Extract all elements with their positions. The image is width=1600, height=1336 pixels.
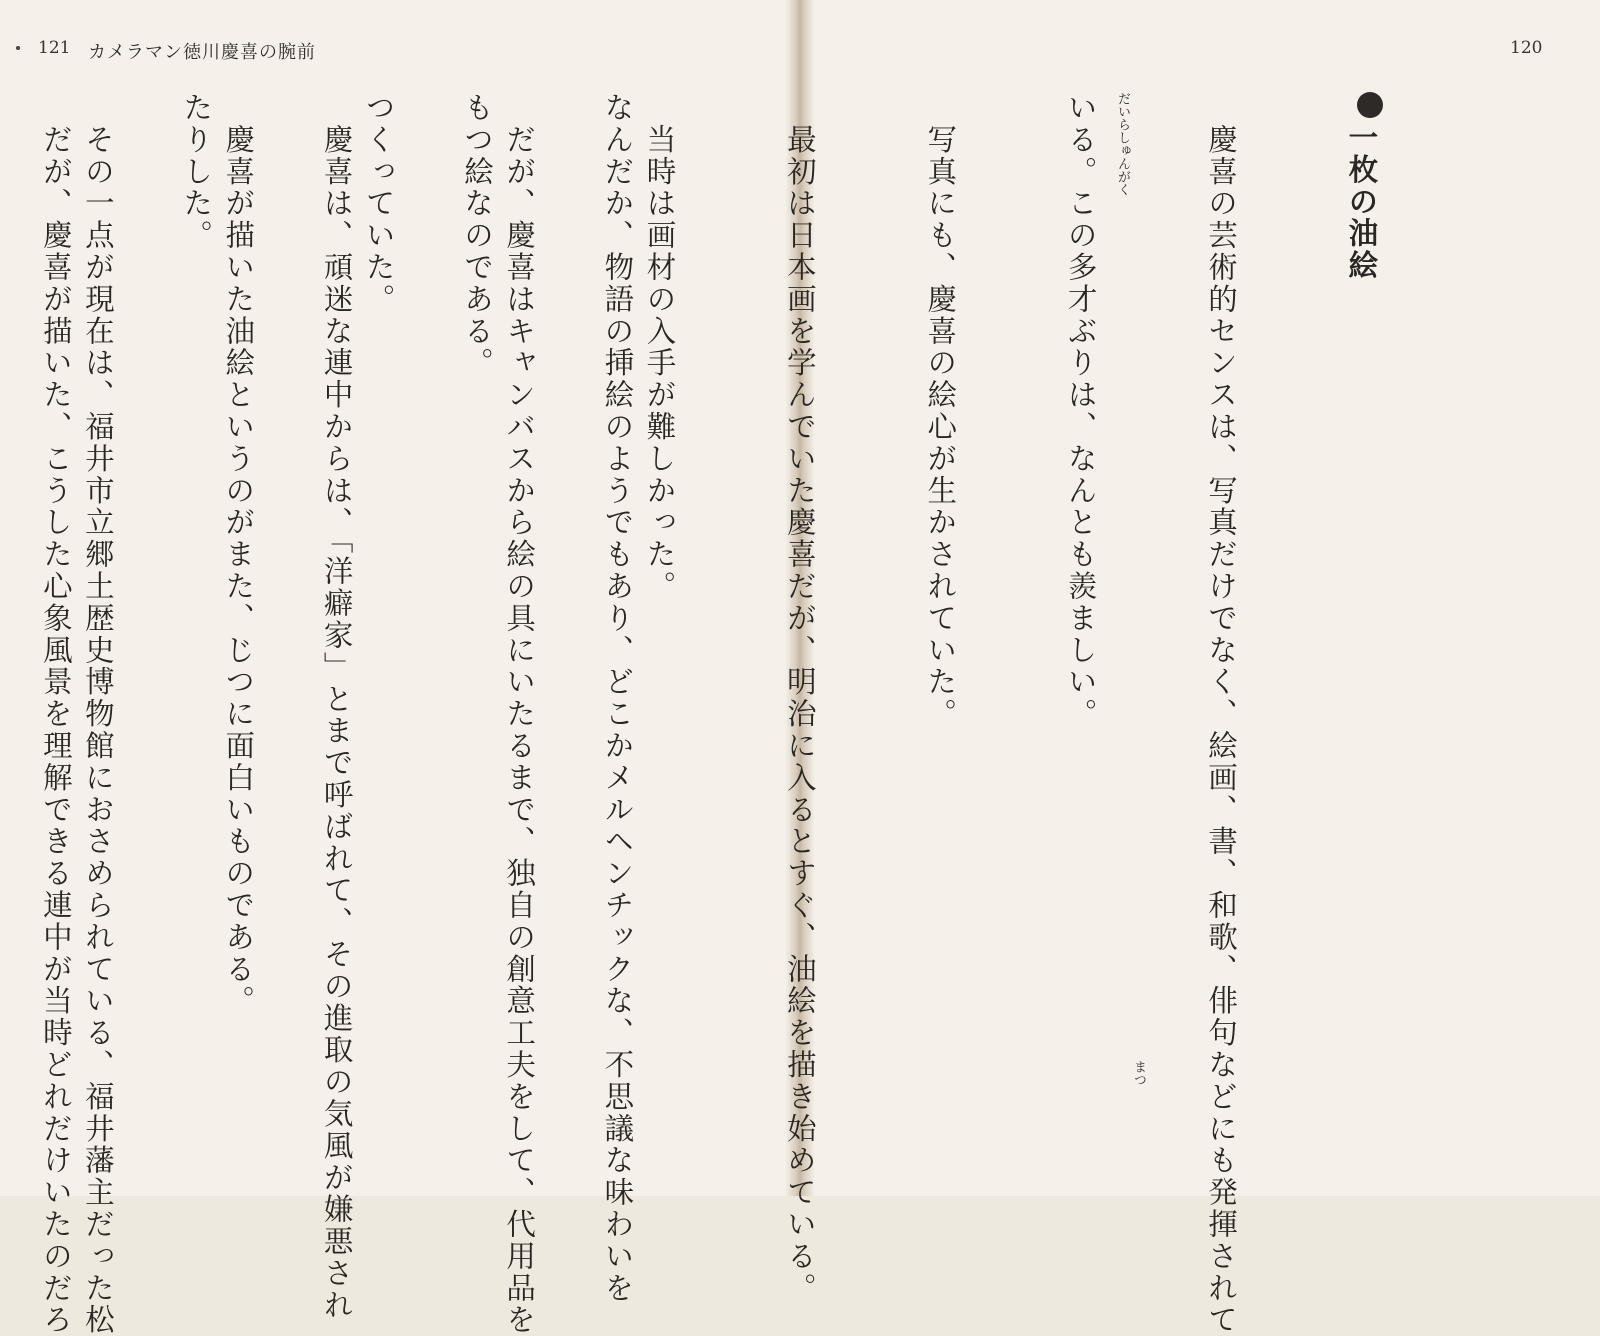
- text-line: だが、慶喜が描いた、こうした心象風景を理解できる連中が当時どれだけいたのだろ: [38, 92, 73, 1336]
- text-line: 慶喜が描いた油絵というのがまた、じつに面白いものである。: [221, 92, 256, 1018]
- text-line: なんだか、物語の挿絵のようでもあり、どこかメルヘンチックな、不思議な味わいを: [600, 92, 635, 1305]
- text-line: 最初は日本画を学んでいた慶喜だが、明治に入るとすぐ、油絵を描き始めている。: [782, 92, 817, 1305]
- text-line: たりした。: [179, 92, 214, 252]
- heading-bullet-icon: [1357, 92, 1383, 118]
- section-heading: [1338, 92, 1385, 1162]
- page-number-left: 121: [38, 38, 71, 58]
- text-line: 写真にも、慶喜の絵心が生かされていた。: [923, 92, 958, 730]
- section-heading-text: 一枚の油絵: [1344, 122, 1379, 282]
- text-line: 当時は画材の入手が難しかった。: [642, 92, 677, 603]
- page-mark: [16, 46, 20, 50]
- running-head: カメラマン徳川慶喜の腕前: [88, 42, 316, 63]
- left-page-text: [34, 92, 734, 1336]
- text-line: 慶喜は、頑迷な連中からは、「洋癖家」とまで呼ばれて、その進取の気風が嫌悪され: [319, 92, 354, 1322]
- text-line: 慶喜の芸術的センスは、写真だけでなく、絵画、書、和歌、俳句などにも発揮されて: [1204, 92, 1239, 1336]
- text-line: いる。この多才ぶりは、なんとも羨ましい。: [1063, 92, 1098, 730]
- text-line: だが、慶喜はキャンバスから絵の具にいたるまで、独自の創意工夫をして、代用品を: [502, 92, 537, 1336]
- ruby-annotation: だいらしゅんがく: [1115, 92, 1130, 196]
- page-number-right: 120: [1510, 38, 1543, 58]
- ruby-annotation: まつ: [1131, 1060, 1146, 1086]
- text-line: つくっていた。: [361, 92, 396, 316]
- text-line: もつ絵なのである。: [460, 92, 495, 380]
- text-line: その一点が現在は、福井市立郷土歴史博物館におさめられている、福井藩主だった松: [80, 92, 115, 1336]
